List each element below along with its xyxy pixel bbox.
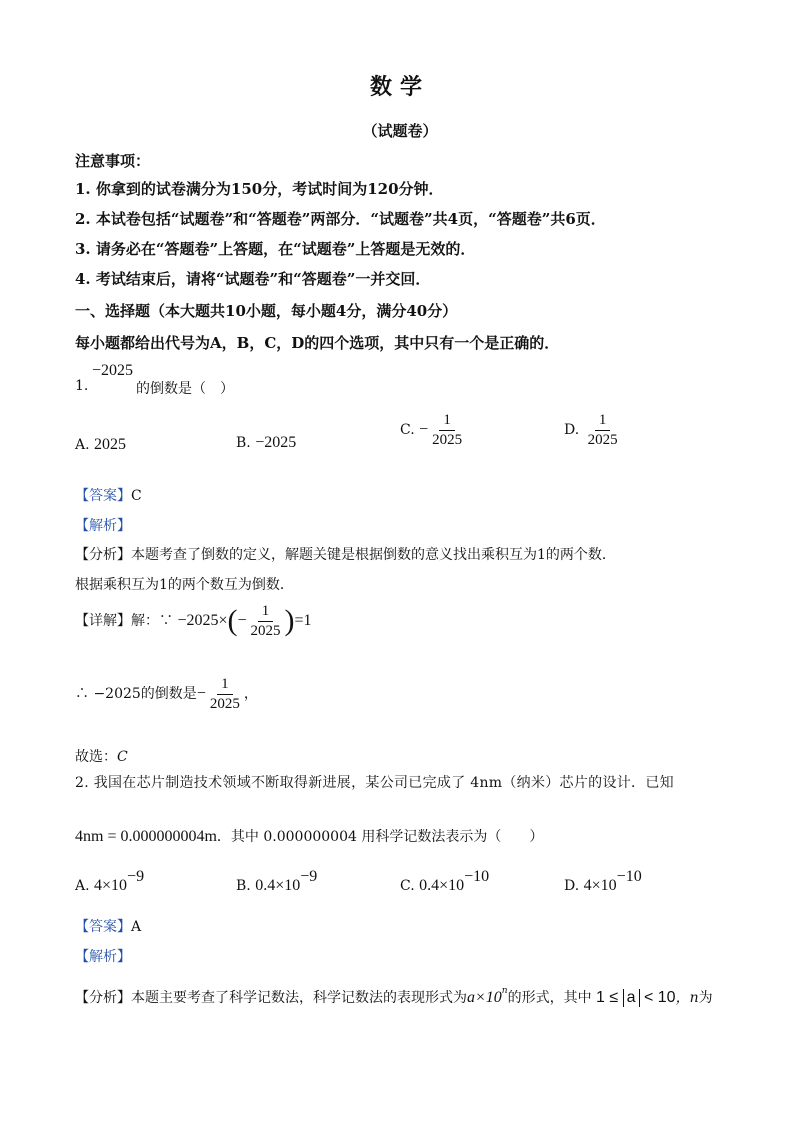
q1-option-d-fraction [584, 412, 622, 448]
q1-choose-prefix: 故选： [75, 749, 117, 765]
q2-fenxi-cond-left: 1 ≤ [596, 989, 619, 1006]
q1-option-c-label: C. [400, 422, 415, 438]
q2-fenxi-cond-right: < 10 [643, 989, 676, 1006]
q1-detail-sign: − [237, 612, 247, 629]
right-paren: ) [284, 604, 295, 637]
q2-option-a-exp: −9 [127, 868, 145, 885]
q2-answer-value: A [131, 919, 142, 935]
q1-therefore-fraction [206, 676, 244, 712]
q2-fenxi [75, 986, 713, 1007]
q2-option-c-exp: −10 [464, 868, 490, 885]
q1-option-c [400, 412, 466, 448]
q2-fenxi-mid: 的形式，其中 [507, 990, 592, 1006]
q1-option-d-label: D. [564, 422, 580, 438]
q2-stem-line1: 2. 我国在芯片制造技术领域不断取得新进展，某公司已完成了 4nm（纳米）芯片的设计．已知 [75, 775, 674, 791]
left-paren: ( [227, 604, 238, 637]
q1-option-b-label: B. [236, 435, 251, 451]
q1-option-d-denominator: 2025 [587, 431, 618, 448]
q2-option-d [564, 868, 642, 895]
q1-answer-value: C [131, 488, 142, 504]
q1-therefore-prefix: ∴ −2025的倒数是 [75, 686, 197, 702]
q1-analysis-tag: 【解析】 [75, 518, 131, 534]
q1-option-c-sign: − [419, 421, 429, 438]
q2-analysis-tag: 【解析】 [75, 949, 131, 965]
q2-answer [75, 916, 141, 936]
notice-heading: 注意事项： [75, 152, 151, 170]
q2-stem-line2 [75, 826, 543, 846]
q1-detail [75, 603, 312, 639]
q2-option-a-base: 4×10 [94, 877, 128, 894]
q1-detail-tag: 【详解】 [75, 613, 131, 629]
q1-detail-result: =1 [294, 612, 312, 629]
q1-detail-left: −2025× [177, 612, 228, 629]
q1-expression: −2025 [92, 362, 134, 379]
q2-option-d-base: 4×10 [583, 877, 617, 894]
q1-therefore-denominator: 2025 [209, 695, 240, 712]
q1-fenxi-text: 本题考查了倒数的定义，解题关键是根据倒数的意义找出乘积互为1的两个数． [131, 547, 616, 563]
notice-item-3: 3. 请务必在“答题卷”上答题，在“试题卷”上答题是无效的． [75, 240, 476, 258]
notice-item-2: 2. 本试卷包括“试题卷”和“答题卷”两部分．“试题卷”共4页，“答题卷”共6页． [75, 210, 606, 228]
q1-stem: 的倒数是（ ） [136, 381, 234, 397]
q1-detail-prefix: 解：∵ [131, 613, 173, 629]
q1-therefore-suffix: ， [243, 686, 258, 702]
q1-option-b [236, 434, 296, 452]
section-heading: 一、选择题（本大题共10小题，每小题4分，满分40分） [75, 302, 458, 320]
q1-rule: 根据乘积互为1的两个数互为倒数． [75, 577, 294, 593]
q1-number: 1. [75, 378, 89, 394]
q2-option-d-exp: −10 [616, 868, 642, 885]
q1-fenxi-tag: 【分析】 [75, 547, 131, 563]
notice-item-1: 1. 你拿到的试卷满分为150分，考试时间为120分钟． [75, 180, 444, 198]
page-subtitle: （试题卷） [362, 122, 438, 140]
q1-fenxi [75, 544, 616, 564]
q2-option-b-base: 0.4×10 [255, 877, 301, 894]
q1-option-d-numerator: 1 [595, 412, 611, 431]
q2-option-d-label: D. [564, 878, 580, 894]
q1-detail-denominator: 2025 [250, 622, 281, 639]
section-instruction: 每小题都给出代号为A，B，C，D的四个选项，其中只有一个是正确的． [75, 334, 560, 352]
q2-fenxi-form-base: a×10 [467, 989, 502, 1006]
q2-equation: 4nm = 0.000000004m [75, 828, 217, 845]
q1-option-d [564, 412, 622, 448]
page-title: 数学 [369, 74, 430, 100]
q1-option-a [75, 436, 126, 454]
q1-therefore [75, 676, 258, 712]
q1-choose-value: C [117, 749, 128, 765]
notice-item-4: 4. 考试结束后，请将“试题卷”和“答题卷”一并交回． [75, 270, 431, 288]
q2-option-b-exp: −9 [300, 868, 318, 885]
q1-option-b-value: −2025 [255, 434, 297, 451]
q2-fenxi-text: 本题主要考查了科学记数法，科学记数法的表现形式为 [131, 990, 467, 1006]
q1-option-c-numerator: 1 [439, 412, 455, 431]
q2-answer-tag: 【答案】 [75, 919, 131, 935]
q1-option-c-denominator: 2025 [432, 431, 463, 448]
q2-option-c [400, 868, 489, 895]
q2-fenxi-end-var: ，n [675, 990, 699, 1006]
q2-option-c-label: C. [400, 878, 415, 894]
q1-choose [75, 746, 128, 766]
q2-option-c-base: 0.4×10 [419, 877, 465, 894]
q2-stem-line2-text: ．其中 0.000000004 用科学记数法表示为（ ） [216, 829, 544, 845]
q2-fenxi-cond-var: a [623, 989, 640, 1007]
q2-option-a [75, 868, 144, 895]
q1-option-c-fraction [428, 412, 466, 448]
q1-answer [75, 485, 142, 505]
q2-fenxi-form-exp: n [501, 986, 508, 996]
q2-option-b-label: B. [236, 878, 251, 894]
q1-detail-numerator: 1 [258, 603, 274, 622]
q2-fenxi-end: 为 [698, 990, 713, 1006]
q1-option-a-label: A. [75, 437, 90, 453]
q1-therefore-sign: − [196, 685, 206, 702]
q1-answer-tag: 【答案】 [75, 488, 131, 504]
q1-therefore-numerator: 1 [217, 676, 233, 695]
q1-detail-fraction [247, 603, 285, 639]
q2-fenxi-tag: 【分析】 [75, 990, 131, 1006]
q2-option-a-label: A. [75, 878, 90, 894]
q2-option-b [236, 868, 317, 895]
q1-option-a-value: 2025 [94, 436, 127, 453]
